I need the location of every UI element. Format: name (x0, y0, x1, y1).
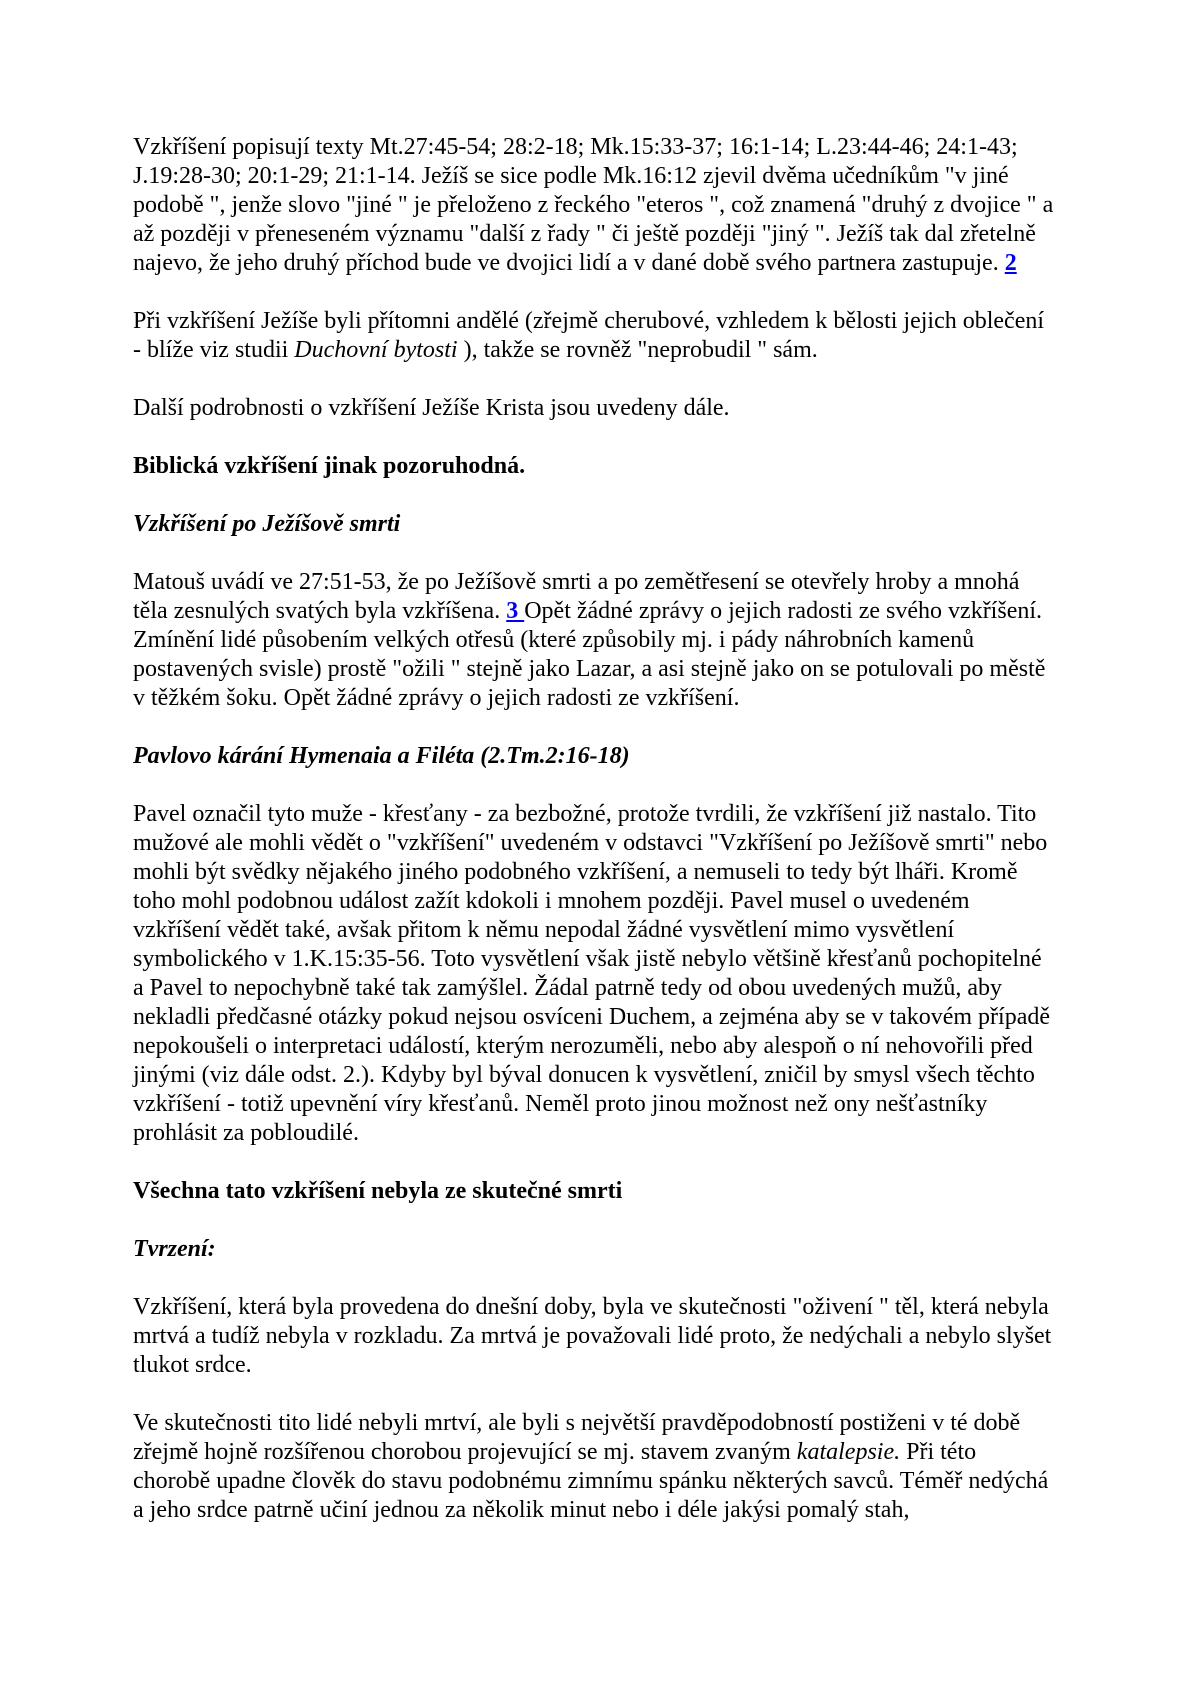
text-run: Vzkříšení popisují texty Mt.27:45-54; 28:2-18; Mk.15:33-37; 16:1-14; L.23:44-46; 24:1-43; J.19:28-30; 20:1-29; 21:1-14. Ježíš se sice podle Mk.16:12 zjevil dvěma učedníkům "v jiné podobě ", jenže slovo "jiné " je přeloženo z řeckého "eteros ", což znamená "druhý z dvojice " a až později v přeneseném významu "další z řady " či ještě později "jiný ". Ježíš tak dal zřetelně najevo, že jeho druhý příchod bude ve dvojici lidí a v dané době svého partnera zastupuje. (133, 134, 1054, 276)
document-body (133, 133, 1057, 1525)
paragraph (133, 133, 1057, 278)
text-run: ), takže se rovněž "neprobudil " sám. (463, 337, 818, 363)
heading-bold (133, 452, 1057, 481)
text-run: Tvrzení: (133, 1236, 216, 1262)
text-run: Vzkříšení, která byla provedena do dnešní doby, byla ve skutečnosti "oživení " těl, která nebyla mrtvá a tudíž nebyla v rozkladu. Za mrtvá je považovali lidé proto, že nedýchali a nebylo slyšet tlukot srdce. (133, 1294, 1052, 1378)
text-run: Při vzkříšení Ježíše byli přítomni andělé (zřejmě cherubové, vzhledem k bělosti jejich oblečení - blíže viz studii (133, 308, 1045, 363)
text-run: Při této chorobě upadne člověk do stavu podobnému zimnímu spánku některých savců. Téměř nedýchá a jeho srdce patrně učiní jednou za několik minut nebo i déle jakýsi pomalý stah, (133, 1439, 1049, 1523)
text-run: Všechna tato vzkříšení nebyla ze skutečné smrti (133, 1178, 623, 1204)
paragraph (133, 307, 1057, 365)
text-run: Matouš uvádí ve 27:51-53, že po Ježíšově smrti a po zemětřesení se otevřely hroby a mnohá těla zesnulých svatých byla vzkříšena. (133, 569, 1020, 624)
text-run: Pavlovo kárání Hymenaia a Filéta (2.Tm.2:16-18) (133, 743, 630, 769)
paragraph (133, 1409, 1057, 1525)
text-run: Pavel označil tyto muže - křesťany - za bezbožné, protože tvrdili, že vzkříšení již nastalo. Tito mužové ale mohli vědět o "vzkříšení" uvedeném v odstavci "Vzkříšení po Ježíšově smrti" nebo mohli být svědky nějakého jiného podobného vzkříšení, a nemuseli to tedy být lháři. Kromě toho mohl podobnou událost zažít kdokoli i mnohem později. Pavel musel o uvedeném vzkříšení vědět také, avšak přitom k němu nepodal žádné vysvětlení mimo vysvětlení symbolického v 1.K.15:35-56. Toto vysvětlení však jistě nebylo většině křesťanů pochopitelné a Pavel to nepochybně také tak zamýšlel. Žádal patrně tedy od obou uvedených mužů, aby nekladli předčasné otázky pokud nejsou osvíceni Duchem, a zejména aby se v takovém případě nepokoušeli o interpretaci událostí, kterým nerozuměli, nebo aby alespoň o ní nehovořili před jinými (viz dále odst. 2.). Kdyby byl býval donucen k vysvětlení, zničil by smysl všech těchto vzkříšení - totiž upevnění víry křesťanů. Neměl proto jinou možnost než ony nešťastníky prohlásit za pobloudilé. (133, 801, 1051, 1146)
paragraph (133, 800, 1057, 1148)
footnote-link-3[interactable]: 3 (506, 598, 525, 624)
paragraph (133, 1293, 1057, 1380)
heading-bold-italic (133, 510, 1057, 539)
text-run: Ve skutečnosti tito lidé nebyli mrtví, ale byli s největší pravděpodobností postiženi v té době zřejmě hojně rozšířenou chorobou projevující se mj. stavem zvaným (133, 1410, 1021, 1465)
paragraph (133, 394, 1057, 423)
heading-bold (133, 1177, 1057, 1206)
heading-bold-italic (133, 742, 1057, 771)
text-run: Biblická vzkříšení jinak pozoruhodná. (133, 453, 526, 479)
text-run: Vzkříšení po Ježíšově smrti (133, 511, 401, 537)
text-run: Další podrobnosti o vzkříšení Ježíše Krista jsou uvedeny dále. (133, 395, 730, 421)
heading-bold-italic (133, 1235, 1057, 1264)
text-run: katalepsie. (796, 1439, 901, 1465)
text-run: Duchovní bytosti (294, 337, 464, 363)
paragraph (133, 568, 1057, 713)
footnote-link-2[interactable]: 2 (1004, 250, 1017, 276)
text-run: Opět žádné zprávy o jejich radosti ze svého vzkříšení. Zmínění lidé působením velkých otřesů (které způsobily mj. i pády náhrobních kamenů postavených svisle) prostě "ožili " stejně jako Lazar, a asi stejně jako on se potulovali po městě v těžkém šoku. Opět žádné zprávy o jejich radosti ze vzkříšení. (133, 598, 1046, 711)
